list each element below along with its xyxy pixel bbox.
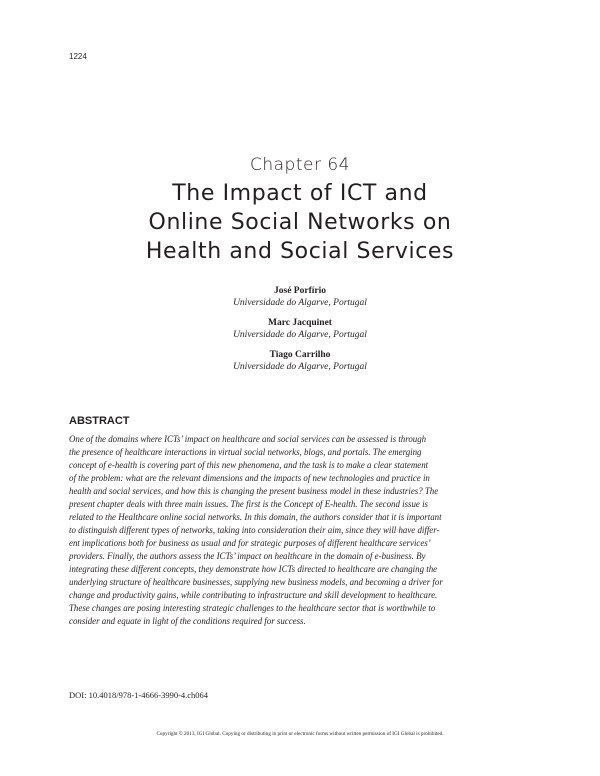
chapter-label: Chapter 64	[249, 155, 350, 175]
author-block	[0, 349, 600, 373]
copyright-notice: Copyright © 2013, IGI Global. Copying or distributing in print or electronic forms without written permission of IGI Global is prohibited.	[156, 731, 444, 737]
author-list	[0, 285, 600, 381]
author-name: Marc Jacquinet	[268, 318, 332, 328]
abstract-line: ent implications both for business as usual and for strategic purposes of different healthcare services’	[69, 538, 431, 548]
abstract-heading: ABSTRACT	[69, 415, 130, 427]
abstract-line: present chapter deals with three main issues. The first is the Concept of E-health. The second issue is	[69, 499, 428, 509]
chapter-title	[60, 179, 540, 266]
abstract-line: These changes are posing interesting strategic challenges to the healthcare sector that is worthwhile to	[69, 603, 436, 613]
abstract-line: related to the Healthcare online social networks. In this domain, the authors consider that it is important	[69, 512, 442, 522]
author-block	[0, 317, 600, 341]
page-number: 1224	[69, 52, 87, 61]
author-block	[0, 285, 600, 309]
author-name: José Porfírio	[274, 286, 326, 296]
author-affiliation: Universidade do Algarve, Portugal	[233, 362, 367, 372]
author-affiliation: Universidade do Algarve, Portugal	[233, 330, 367, 340]
abstract-line: the presence of healthcare interactions in virtual social networks, blogs, and portals. The emerging	[69, 447, 422, 457]
abstract-line: consider and equate in light of the conditions required for success.	[69, 616, 306, 626]
abstract-line: change and productivity gains, while contributing to infrastructure and skill development to healthcare.	[69, 590, 438, 600]
abstract-line: concept of e-health is covering part of this new phenomena, and the task is to make a clear statement	[69, 460, 429, 470]
author-name: Tiago Carrilho	[269, 350, 331, 360]
abstract-body	[69, 433, 533, 628]
author-affiliation: Universidade do Algarve, Portugal	[233, 298, 367, 308]
abstract-line: health and social services, and how this is changing the present business model in these industries? The	[69, 486, 439, 496]
doi: DOI: 10.4018/978-1-4666-3990-4.ch064	[69, 690, 209, 700]
chapter-title-line: The Impact of ICT and	[172, 181, 428, 206]
abstract-line: of the problem: what are the relevant dimensions and the impacts of new technologies and practice in	[69, 473, 430, 483]
abstract-line: integrating these different concepts, they demonstrate how ICTs directed to healthcare are changing the	[69, 564, 438, 574]
abstract-line: One of the domains where ICTs’ impact on healthcare and social services can be assessed is through	[69, 434, 427, 444]
abstract-line: providers. Finally, the authors assess the ICTs’ impact on healthcare in the domain of e-business. By	[69, 551, 426, 561]
abstract-line: underlying structure of healthcare businesses, supplying new business models, and becoming a driver for	[69, 577, 443, 587]
chapter-title-line: Health and Social Services	[145, 239, 455, 264]
chapter-title-line: Online Social Networks on	[148, 210, 452, 235]
abstract-line: to distinguish different types of networks, taking into consideration their aim, since they will have differ-	[69, 525, 440, 535]
